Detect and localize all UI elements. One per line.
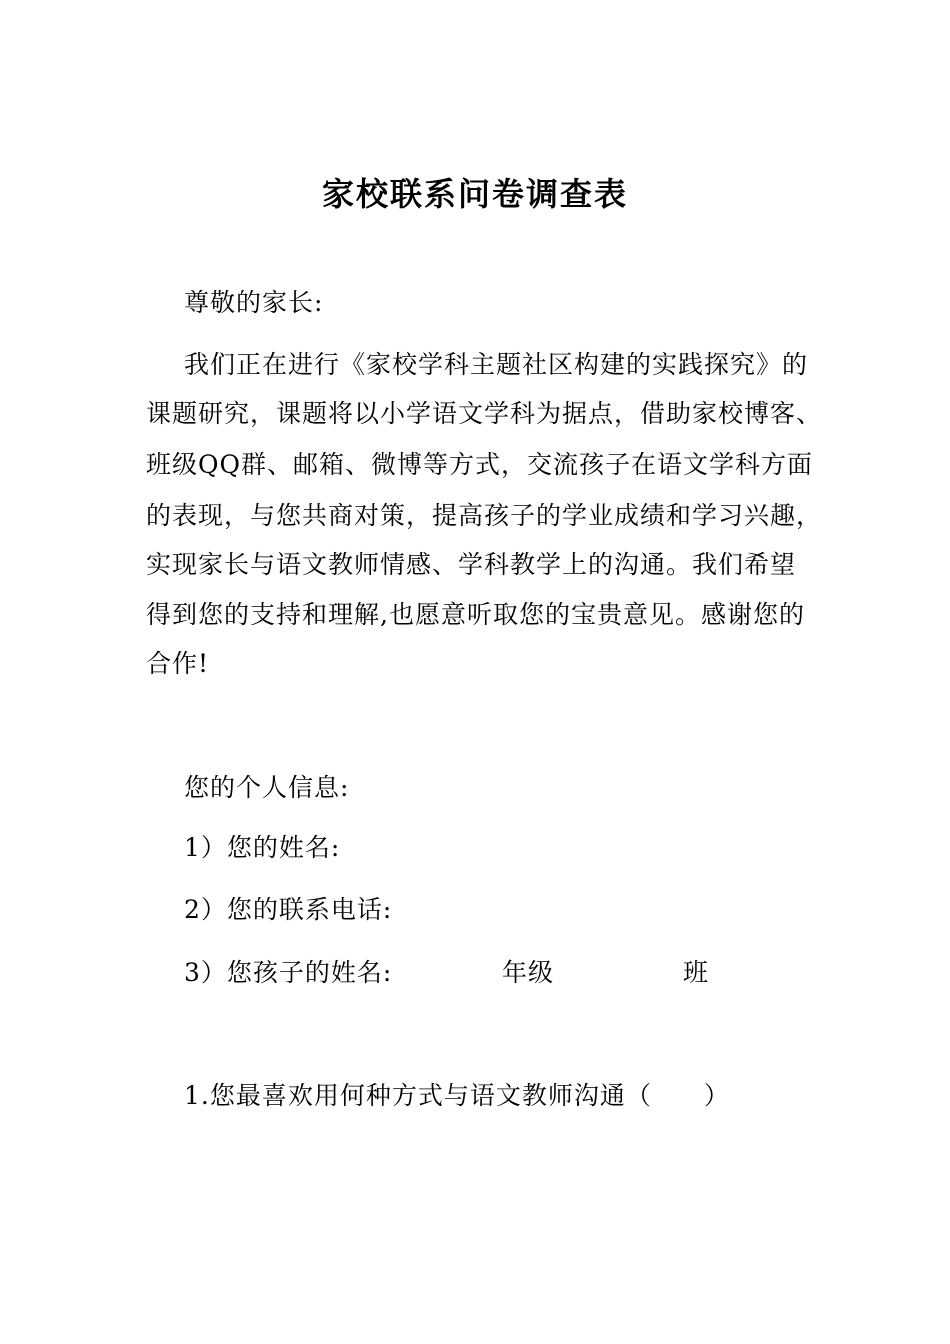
intro-line-6: 得到您的支持和理解,也愿意听取您的宝贵意见。感谢您的 [146,600,805,629]
class-field-label: 班 [683,958,710,987]
name-field-label: 1）您的姓名: [184,833,341,862]
personal-info-heading: 您的个人信息: [184,773,350,802]
child-name-field-label: 3）您孩子的姓名: [184,958,393,987]
phone-field-label: 2）您的联系电话: [184,895,393,924]
page-title: 家校联系问卷调查表 [321,175,628,213]
intro-line-1: 我们正在进行《家校学科主题社区构建的实践探究》的 [184,350,809,379]
grade-field-label: 年级 [502,958,555,987]
intro-line-7: 合作! [146,649,210,678]
intro-line-2: 课题研究，课题将以小学语文学科为据点，借助家校博客、 [146,399,823,428]
intro-line-3: 班级QQ群、邮箱、微博等方式，交流孩子在语文学科方面 [146,450,813,479]
salutation: 尊敬的家长: [184,288,324,317]
intro-line-4: 的表现，与您共商对策，提高孩子的学业成绩和学习兴趣， [146,501,823,530]
intro-line-5: 实现家长与语文教师情感、学科教学上的沟通。我们希望 [146,550,797,579]
question-1: 1.您最喜欢用何种方式与语文教师沟通（ ） [184,1081,730,1110]
